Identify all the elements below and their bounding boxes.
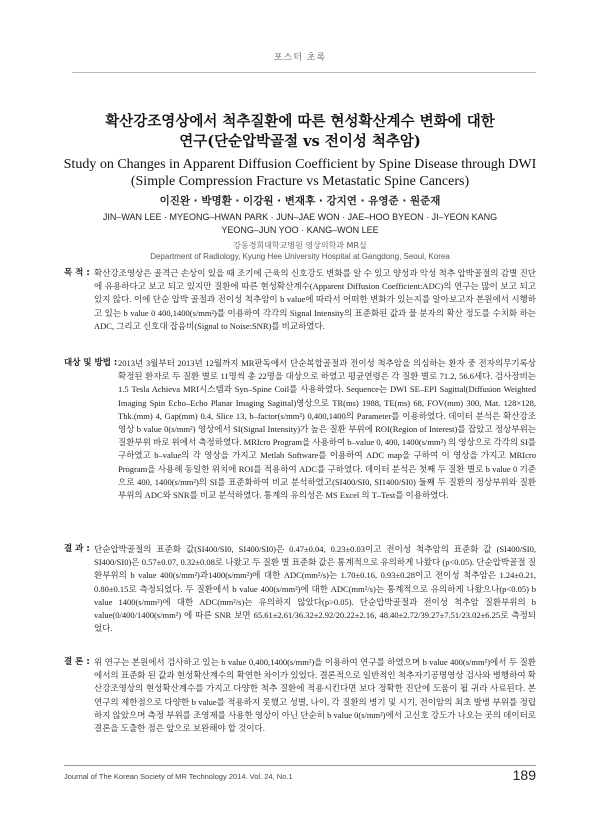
methods-text: 2013년 3월부터 2013년 12월까지 MR판독에서 단순복합골절과 전이성 척추암을 의심하는 환자 중 전자의무기록상 확정된 환자로 두 질환 별로 11명씩 총 22명을 대상으로 하였고 평균연령은 각 질환 별로 71.2, 56.6세다. 검사장비는 1.5 Tesla Achieva MRI시스템과 Syn–Spine Coil를 사용하였다. Sequence는 DWI SE–EPI Sagittal(Diffusion Weighted Imaging Spin Echo–Echo Planar Imaging Sagittal)영상으로 TR(ms) 1988, TE(ms) 68, FOV(mm) 300, Mat. 128×128, Thk.(mm) 4, Gap(mm) 0.4, Slice 13, b–factor(s/mm²) 0,400,1400의 Parameter를 이용하였다. 데이터 분석은 확산강조영상 b value 0(s/mm²) 영상에서 SI(Signal Intensity)가 높은 질환 부위에 ROI(Region of Interest)를 잡았고 정상부위는 질환부위 바로 위에서 측정하였다. MRIcro Program을 사용하여 b–value 0, 400, 1400(s/mm²) 의 영상으로 각각의 SI를 구하였고 b–value의 각 영상을 가지고 Metlab Software를 이용하여 ADC map을 구하여 이 영상을 가지고 MRIcro Program을 사용해 동일한 위치에 ROI를 적용하여 ADC를 구하였다. 데이터 분석은 첫째 두 질환 별로 b value 0 기준으로 400, 1400(s/mm²)의 SI를 표준화하여 비교 분석하였고(SI400/SI0, SI1400/SI0) 둘째 두 질환의 정상부위와 질환부위의 ADC와 SNR를 비교 분석하였다. 통계의 유의성은 MS Excel 의 T–Test를 이용하였다. [118, 358, 536, 501]
results-label: 결 과 : [64, 544, 90, 554]
english-affiliation: Department of Radiology, Kyung Hee University Hospital at Gangdong, Seoul, Korea [150, 252, 450, 261]
korean-title-line-2: 연구(단순압박골절 vs 전이성 척추암) [179, 133, 421, 150]
english-authors-line-2: YEONG–JUN YOO · KANG–WON LEE [221, 225, 379, 235]
korean-authors: 이진완 · 박명환 · 이강원 · 변재후 · 강지연 · 유영준 · 원준재 [159, 195, 441, 207]
header-divider [72, 72, 536, 73]
korean-title-line-1: 확산강조영상에서 척추질환에 따른 현성확산계수 변화에 대한 [105, 113, 495, 130]
methods-section [64, 357, 536, 502]
objective-section [64, 267, 536, 333]
korean-title [60, 112, 540, 152]
conclusion-section [64, 656, 536, 735]
journal-citation: Journal of The Korean Society of MR Technology 2014. Vol. 24, No.1 [64, 772, 293, 781]
objective-label: 목 적 : [64, 268, 90, 278]
conclusion-text: 위 연구는 본원에서 검사하고 있는 b value 0,400,1400(s/mm²)을 이용하여 연구를 하였으며 b value 400(s/mm²)에서 두 질환에서의 표준화 된 값과 현성확산계수의 확연한 차이가 있었다. 결론적으로 일반적인 척추자기공명영상 검사와 병행하여 확산강조영상의 현성확산계수를 가지고 다양한 척추 질환에 적용시킨다면 보다 정확한 진단에 도움이 될 귀라 사료된다. 본 연구의 제한점으로 다양한 b value를 적용하지 못했고 성별, 나이, 각 질환의 병기 및 시기, 전이암의 최초 발병 부위를 정립하지 않았으며 측정 부위를 조영제를 사용한 영상이 아닌 단순히 b value 0(s/mm²)에서 고신호 강도가 나오는 곳의 데이터로 결론을 도출한 점은 앞으로 보완해야 할 것이다. [94, 657, 536, 734]
section-label: 포스터 초록 [273, 53, 327, 63]
methods-label: 대상 및 방법 : [64, 358, 118, 368]
objective-text: 확산강조영상은 골격근 손상이 있을 때 조기에 근육의 신호강도 변화를 알 수 있고 양성과 악성 척추 압박골절의 감별 진단에 유용하다고 보고 되고 있지만 질환에 따른 현성확산계수(Apparent Diffusion Coefficient:ADC)의 연구는 많이 보고 되고 있지 않다. 이에 단순 압박 골절과 전이성 척추암이 b value에 따라서 어떠한 변화가 있는지를 알아보고자 본원에서 시행하고 있는 b value 0 400,1400(s/mm²)를 이용하여 각각의 Signal Intensity의 표준화된 값과 물 분자의 확산 정도를 수치화 하는 ADC, 그리고 신호대 잡음비(Signal to Noise:SNR)를 비교하였다. [94, 268, 536, 331]
english-authors-line-1: JIN–WAN LEE · MYEONG–HWAN PARK · JUN–JAE WON · JAE–HOO BYEON · JI–YEON KANG [102, 212, 498, 222]
english-title-line-1: Study on Changes in Apparent Diffusion Coefficient by Spine Disease through DWI [63, 157, 537, 172]
english-authors [40, 211, 560, 237]
results-section [64, 543, 536, 635]
results-text: 단순압박골절의 표준화 값(SI400/SI0, SI400/SI0)은 0.47±0.04, 0.23±0.03이고 전이성 척추암의 표준화 값 (SI400/SI0, SI400/SI0)은 0.57±0.07, 0.32±0.08로 나왔고 두 질환 별 표준화 값은 통계적으로 유의하게 나왔다 (p<0.05). 단순압박골절 질환부위의 b value 400(s/mm²)과1400(s/mm²)에 대한 ADC(mm²/s)는 1.70±0.16, 0.93±0.28이고 전이성 척추암은 1.24±0.21, 0.80±0.15로 측정되었다. 두 질환에서 b value 400(s/mm²)에 대한 ADC(mm²/s)는 통계적으로 유의하게 나왔으나(p<0.05) b value 1400(s/mm²)에 대한 ADC(mm²/s)는 유의하지 않았다(p>0.05). 단순압박골절과 전이성 척추암 질환부위의 b value(0/400/1400(s/mm²) 에 따른 SNR 보면 65.61±2.61/36.32±2.92/20.22±2.16, 48.40±2.72/39.27±7.51/23.02±6.25로 측정되었다. [94, 544, 536, 634]
english-title [40, 156, 560, 190]
english-title-line-2: (Simple Compression Fracture vs Metastatic Spine Cancers) [130, 174, 470, 189]
footer-divider [64, 765, 536, 766]
page-number: 189 [512, 767, 536, 783]
korean-affiliation: 강동경희대학교병원 영상의학과 MR실 [233, 241, 367, 250]
conclusion-label: 결 론 : [64, 657, 90, 667]
